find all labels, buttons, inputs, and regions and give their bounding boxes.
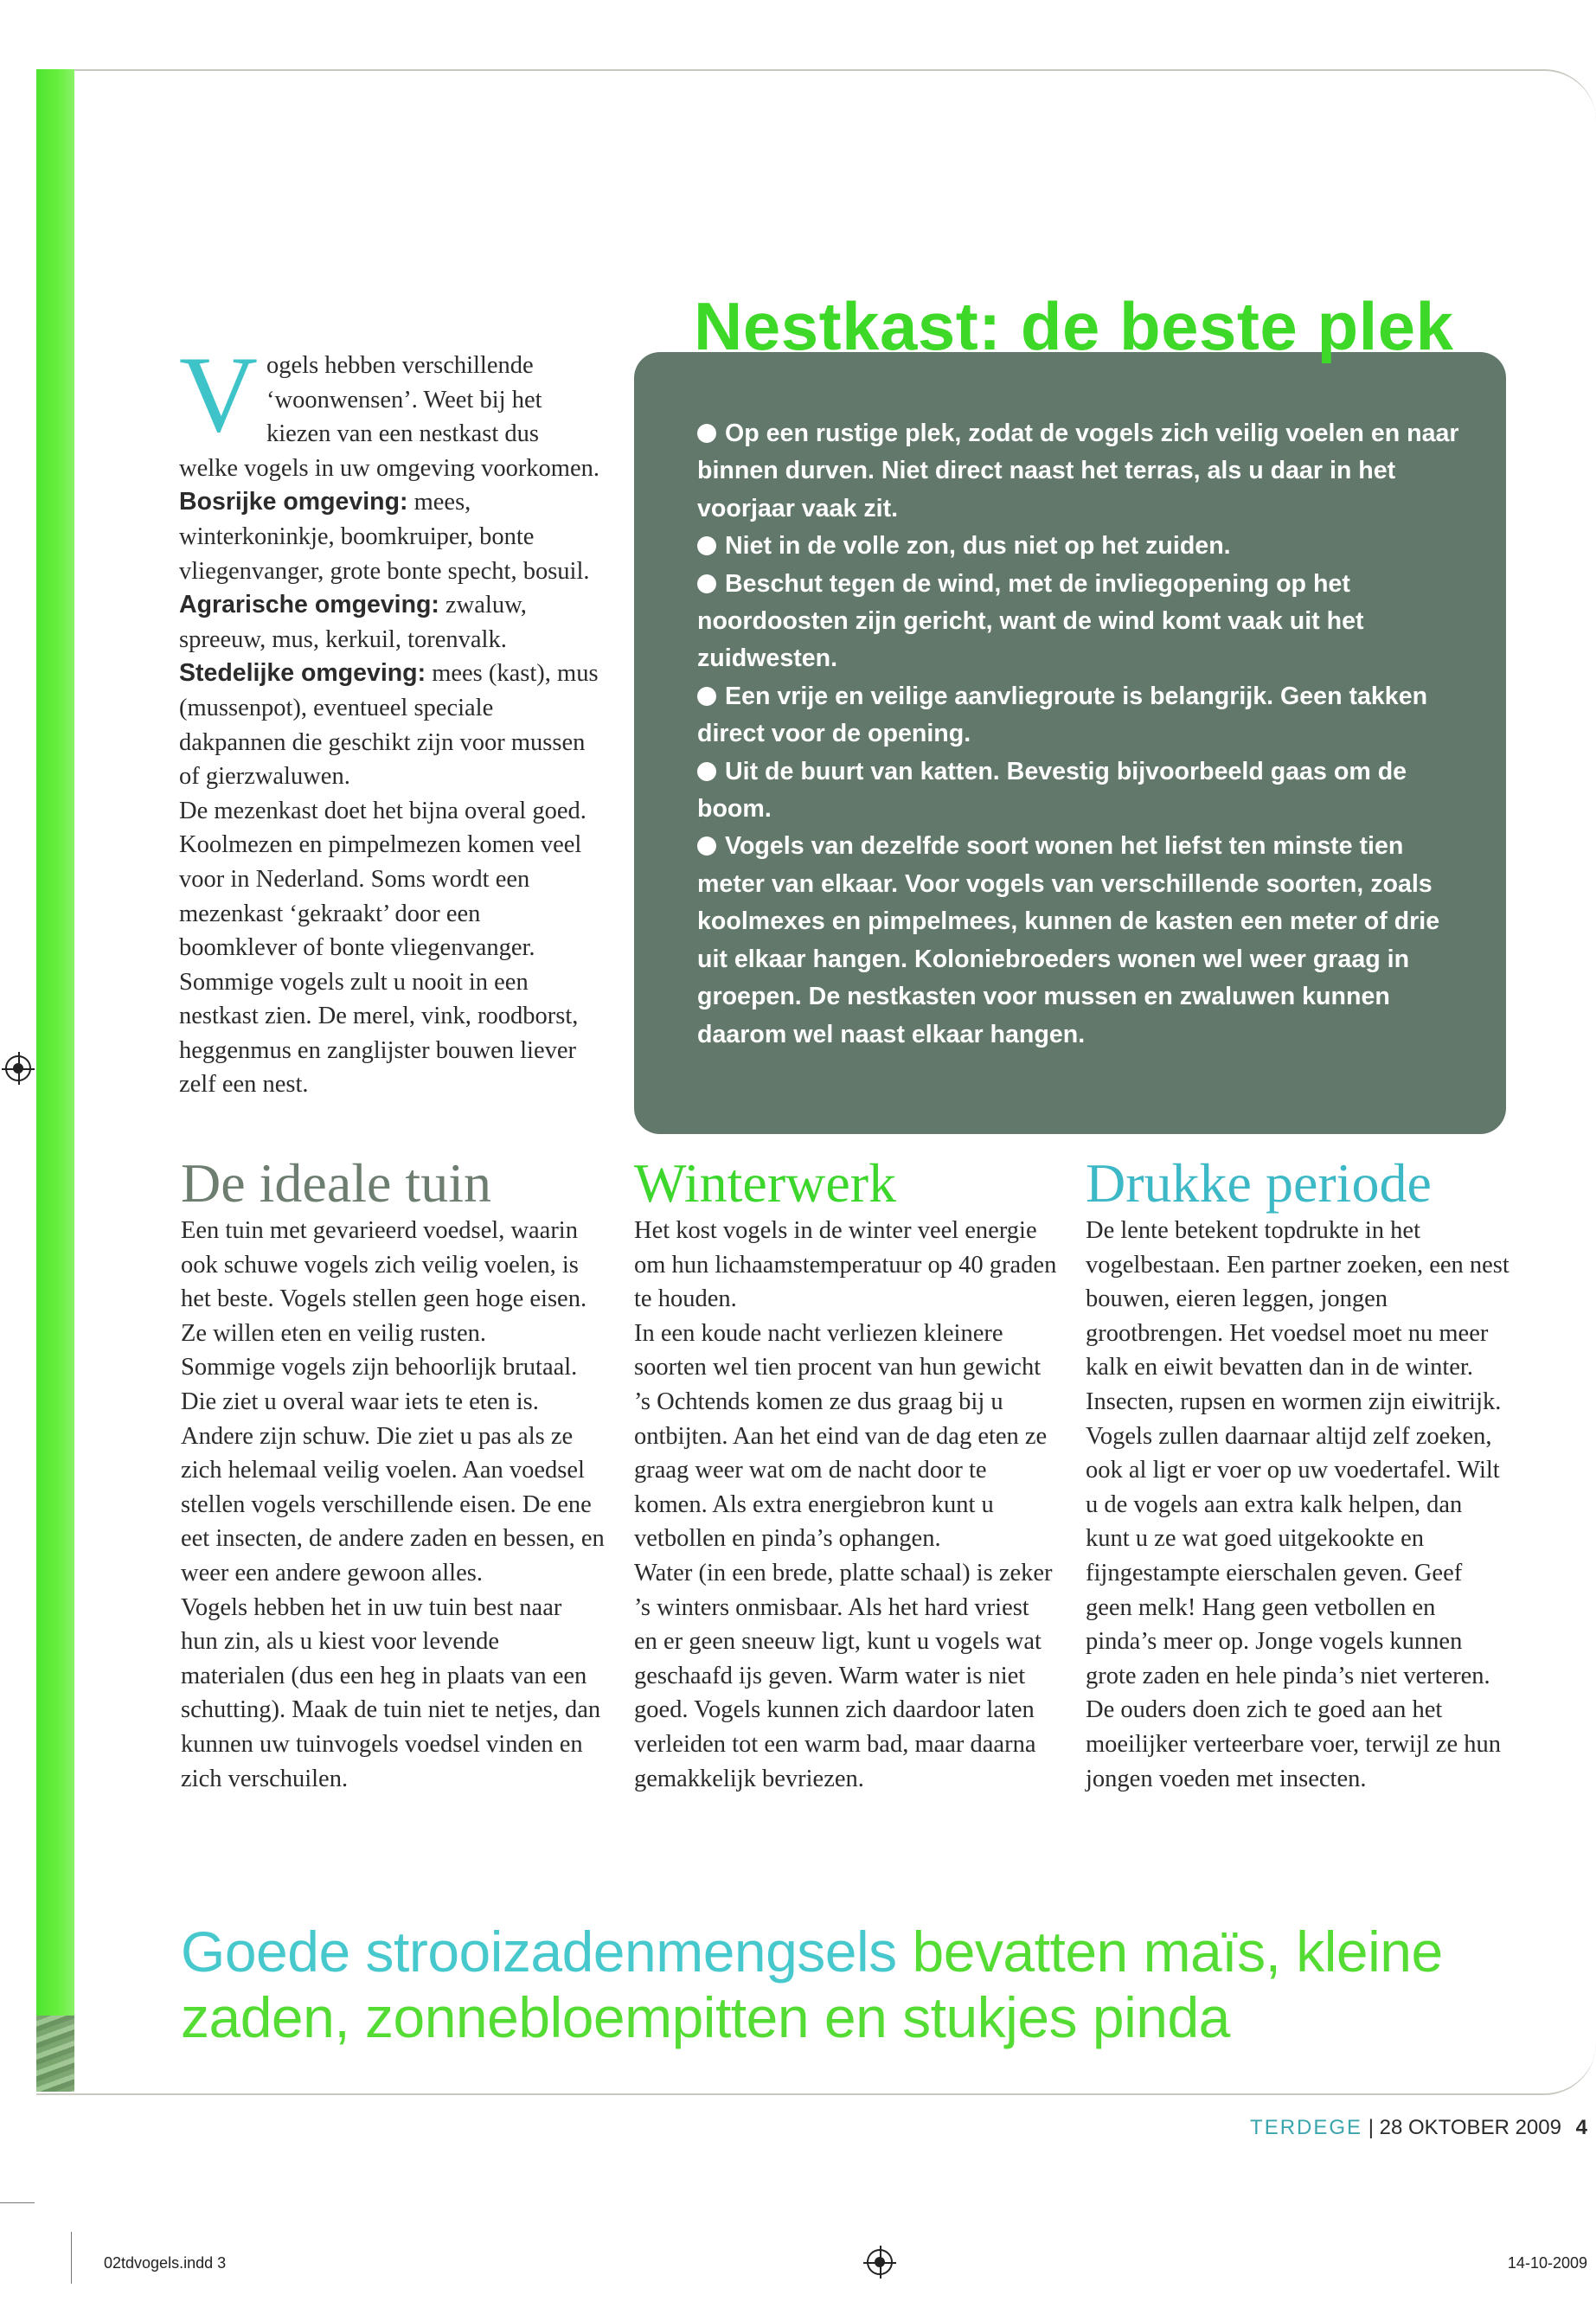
section-title-winterwerk: Winterwerk: [634, 1152, 897, 1214]
list-item: Vogels van dezelfde soort wonen het liefst ten minste tien meter van elkaar. Voor vogels van verschillende soorten, zoals koolmexes en pimpelmees, kunnen de kasten een meter of drie uit elkaar hangen. Koloniebroeders wonen wel weer graag in groepen. De nestkasten voor mussen en zwaluwen kunnen daarom wel naast elkaar hangen.: [697, 832, 1440, 1048]
pull-quote: Goede strooizadenmengsels bevatten maïs, kleine zaden, zonnebloempitten en stukjes pinda: [181, 1920, 1443, 2049]
bullet-icon: [697, 762, 716, 781]
intro-paragraph: De mezenkast doet het bijna overal goed. Koolmezen en pimpelmezen komen veel voor in Nederland. Soms wordt een mezenkast ‘gekraakt’ door een boomklever of bonte vliegenvanger. Sommige vogels zult u nooit in een nestkast zien. De merel, vink, roodborst, heggenmus en zanglijster bouwen liever zelf een nest.: [179, 797, 586, 1099]
issue-date: 28 OKTOBER 2009: [1379, 2116, 1561, 2139]
paragraph: In een koude nacht verliezen kleinere soorten wel tien procent van hun gewicht ’s Ochtends komen ze dus graag bij u ontbijten. Aan het eind van de dag eten ze graag weer wat om de nacht door te komen. Als extra energiebron kunt u vetbollen en pinda’s ophangen.: [634, 1319, 1048, 1553]
slug-filename: 02tdvogels.indd 3: [104, 2254, 227, 2272]
crop-mark: [71, 2232, 72, 2284]
ideale-tuin-text: [181, 1214, 605, 1796]
bullet-icon: [697, 574, 716, 593]
list-item: Uit de buurt van katten. Bevestig bijvoorbeeld gaas om de boom.: [697, 757, 1407, 824]
habitat-heading-agrarisch: Agrarische omgeving:: [179, 591, 439, 619]
paragraph: Sommige vogels zijn behoorlijk brutaal. Die ziet u overal waar iets te eten is. Andere zijn schuw. Die ziet u pas als ze zich helemaal veilig voelen. Aan voedsel stellen vogels verschillende eisen. De ene eet insecten, de andere zaden en bessen, en weer een andere gewoon alles.: [181, 1354, 605, 1586]
habitat-heading-stedelijk: Stedelijke omgeving:: [179, 659, 426, 688]
list-item: Beschut tegen de wind, met de invliegopening op het noordoosten zijn gericht, want de wind komt vaak uit het zuidwesten.: [697, 569, 1364, 673]
paragraph: Water (in een brede, platte schaal) is zeker ’s winters onmisbaar. Als het hard vriest en er geen sneeuw ligt, kunt u vogels wat geschaafd ijs geven. Warm water is niet goed. Vogels kunnen zich daardoor laten verleiden tot een warm bad, maar daarna gemakkelijk bevriezen.: [634, 1559, 1053, 1792]
section-title-drukke-periode: Drukke periode: [1086, 1152, 1432, 1214]
green-edge-bar: [36, 69, 74, 2092]
edge-photo-strip: [36, 2016, 74, 2092]
habitat-heading-bosrijk: Bosrijke omgeving:: [179, 488, 408, 516]
paragraph: De lente betekent topdrukte in het vogelbestaan. Een partner zoeken, een nest bouwen, eieren leggen, jongen grootbrengen. Het voedsel moet nu meer kalk en eiwit bevatten dan in de winter.: [1086, 1217, 1509, 1381]
list-item: Niet in de volle zon, dus niet op het zuiden.: [697, 528, 1476, 565]
drukke-periode-text: [1086, 1214, 1509, 1796]
crop-mark: [0, 2202, 35, 2203]
drop-cap: V: [179, 335, 258, 455]
list-item: Een vrije en veilige aanvliegroute is belangrijk. Geen takken direct voor de opening.: [697, 682, 1428, 748]
magazine-name: TERDEGE: [1250, 2116, 1363, 2139]
registration-mark-icon: [867, 2249, 893, 2275]
folio: TERDEGE | 28 OKTOBER 2009 4: [1250, 2116, 1587, 2139]
bullet-icon: [697, 687, 716, 706]
paragraph: Insecten, rupsen en wormen zijn eiwitrijk. Vogels zullen daarnaar altijd zelf zoeken, ook al ligt er voer op uw voedertafel. Wilt u de vogels aan extra kalk helpen, dan kunt u ze wat goed uitgekookte en fijngestampte eierschalen geven. Geef geen melk! Hang geen vetbollen en pinda’s meer op. Jonge vogels kunnen grote zaden en hele pinda’s niet verteren. De ouders doen zich te goed aan het moeilijker verteerbare voer, terwijl ze hun jongen voeden met insecten.: [1086, 1388, 1502, 1792]
paragraph: Vogels hebben het in uw tuin best naar hun zin, als u kiest voor levende materialen (dus een heg in plaats van een schutting). Maak de tuin niet te netjes, dan kunnen uw tuinvogels voedsel vinden en zich verschuilen.: [181, 1593, 601, 1792]
paragraph: Het kost vogels in de winter veel energie om hun lichaamstemperatuur op 40 graden te houden.: [634, 1217, 1057, 1313]
section-title-ideale-tuin: De ideale tuin: [181, 1152, 491, 1214]
bullet-icon: [697, 536, 716, 555]
paragraph: Een tuin met gevarieerd voedsel, waarin ook schuwe vogels zich veilig voelen, is het beste. Vogels stellen geen hoge eisen. Ze willen eten en veilig rusten.: [181, 1217, 587, 1347]
list-item: Op een rustige plek, zodat de vogels zich veilig voelen en naar binnen durven. Niet direct naast het terras, als u daar in het voorjaar vaak zit.: [697, 420, 1459, 522]
slug-date: 14-10-2009: [1507, 2254, 1587, 2272]
nestkast-title: Nestkast: de beste plek: [694, 288, 1454, 364]
winterwerk-text: [634, 1214, 1058, 1796]
bullet-icon: [697, 836, 716, 856]
registration-mark-icon: [5, 1055, 31, 1081]
nestkast-list: [697, 415, 1476, 1054]
intro-text: V ogels hebben verschillende ‘woonwensen’. Weet bij het kiezen van een nestkast dus welke vogels in uw omgeving voorkomen. Bosrijke omgeving: mees, winterkoninkje, boomkruiper, bonte vliegenvanger, grote bonte specht, bosuil. Agrarische omgeving: zwaluw, spreeuw, mus, kerkuil, torenvalk. Stedelijke omgeving: mees (kast), mus (mussenpot), eventueel speciale dakpannen die geschikt zijn voor mussen of gierzwaluwen. De mezenkast doet het bijna overal goed. Koolmezen en pimpelmezen komen veel voor in Nederland. Soms wordt een mezenkast ‘gekraakt’ door een boomklever of bonte vliegenvanger. Sommige vogels zult u nooit in een nestkast zien. De merel, vink, roodborst, heggenmus en zanglijster bouwen liever zelf een nest.: [179, 349, 603, 1102]
bullet-icon: [697, 424, 716, 443]
page-number: 4: [1575, 2116, 1587, 2139]
